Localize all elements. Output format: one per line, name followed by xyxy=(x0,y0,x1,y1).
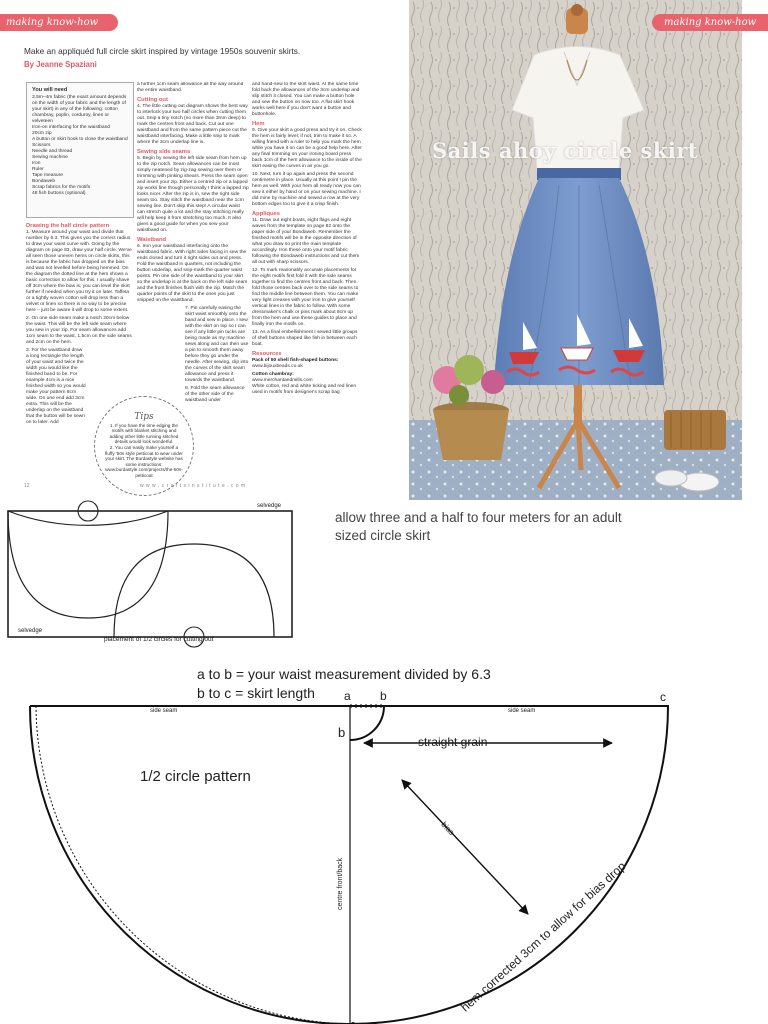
fabric-amount-note: allow three and a half to four meters for an adult sized circle skirt xyxy=(335,510,622,543)
step-2: 2. On one side seam make a notch 20cm below the waist. This will be the left side seam where you sew in your zip. For seam allowances add 1cm seam to the waist, 1.5cm on the side seams and 2cm on the hem. xyxy=(26,316,132,345)
step-5: 5. Begin by sewing the left side seam from hem up to the zip notch. Seam allowances can be most simply neatened by zig-zag sewing over them or trimming with pinking shears. Press the seam open and insert your zip. Either a centred zip or a lapped zip works fine though personally I think a lapped zip looks nicer. After the zip is in, sew the right side seam too. Stay stitch the waistband near the 1cm sewing line. Don't skip this step! A circular waist can stretch quite a lot and the stay stitching really will help keep it from stretching too much. It also gives a good guide for when you sew your waistband on. xyxy=(137,156,249,233)
cutting-layout-diagram xyxy=(0,500,300,650)
resource-1-url[interactable]: www.bijouxbeads.co.uk xyxy=(252,364,303,369)
photo-title: Sails ahoy circle skirt xyxy=(432,138,699,163)
heading-cutting: Cutting out xyxy=(137,97,168,103)
half-circle-label: 1/2 circle pattern xyxy=(140,768,251,785)
step-9: 9. Give your skirt a good press and try it on. Check the hem is fairly level; if not, trim to make it so. A willing friend with a ruler to help you mark the hem while you have it on can be a good help here. After any final trimming on your ironing board press back 1cm of the hem allowance to the inside of the skirt easing the curves in as you go. xyxy=(252,128,362,169)
step-4: 4. The little cutting out diagram shows the best way to interlock your two half circles when cutting them out. Snip a tiny notch (no more than 3mm deep) to mark the centres front and back. Cut out one waistband and from the same pattern piece cut the waistband interfacing. Make a little snip to mark where the 3cm underlap line is. xyxy=(137,104,248,145)
point-c-label: c xyxy=(660,690,666,704)
need-item: Needle and thread xyxy=(32,149,73,154)
cutting-caption: placement of 1/2 circles for cutting out xyxy=(104,636,214,643)
skirt-photo xyxy=(409,0,742,500)
need-item: Sewing machine xyxy=(32,155,68,160)
step-8: 8. Fold the seam allowance of the other side of the waistband under xyxy=(185,386,245,403)
step-10: 10. Next, turn it up again and press the second centimetre in place. Usually at this point I pin the hem as well. With your hem all ready now you can sew it either by hand or on your sewing machine. I did mine by machine and sewed a row at the very bottom edges too to give it a crisp finish. xyxy=(252,172,361,207)
centre-front-back-label: centre front/back xyxy=(337,857,344,910)
need-item: Scissors xyxy=(32,143,51,148)
pattern-formula-2: b to c = skirt length xyxy=(197,685,315,701)
heading-resources: Resources xyxy=(252,351,282,357)
step-11: 11. Draw out eight boats, eight flags and eight waves from the template on page 82 onto the paper side of your Bondaweb. Remember the finished motifs will be in the opposite direction of what you draw so print the main template accordingly. Iron these onto your motif fabric following the Bondaweb instructions and cut them all out with sharp scissors. xyxy=(252,218,360,265)
byline: By Jeanne Spaziani xyxy=(24,60,97,69)
need-item: Iron xyxy=(32,161,41,166)
bias-label: bias xyxy=(439,820,457,837)
need-item: Bondaweb xyxy=(32,179,56,184)
you-will-need-box xyxy=(26,82,134,218)
heading-drawing: Drawing the half circle pattern xyxy=(26,223,110,229)
step-1: 1. Measure around your waist and divide that number by 6.3. This gives you the correct radius to draw your waist curve with. Going by the diagram on page 83, draw your half circle. We've all seen those uneven hems on circle skirts, this is because the fabric has dropped on the bias and was not levelled before being hemmed. On the diagram the dotted line at the hem shows a basic correction to allow for this. I usually shave off 3cm where the bias is, you can level the skirt further if needed when you try it on later. Taffeta or a tightly woven cotton will drop less than a velvet or linen so there is no way to be precise here – just be aware it will drop to some extent. xyxy=(26,230,132,313)
step-8-cont: and hand-sew to the skirt waist. At the same time fold back the allowances of the 3cm underlap and slip stitch it closed. You can make a button hole and sew the button on now too. A flat skirt hook works well here if you don't want a button and buttonhole. xyxy=(252,82,360,117)
column-3 xyxy=(252,82,362,480)
need-title: You will need xyxy=(32,87,68,93)
section-tag-right: making know-how xyxy=(652,14,768,31)
resource-3: White cotton, red and white ticking and red linen used in motifs from designer's scrap bag xyxy=(252,384,357,395)
point-a-label: a xyxy=(344,689,351,703)
step-7: 7. Pin carefully easing the skirt waist smoothly onto the band and sew in place. I sew with the skirt on top so I can see if any little pin tucks are being made as my machine sews along and can then use a pin to smooth them away before they go under the needle. After sewing, clip into the curves of the skirt seam allowance and press it towards the waistband. xyxy=(185,306,249,383)
step-3: 3. For the waistband draw a long rectangle the length of your waist and twice the width you would like the finished band to be. For example 4cm is a nice finished width so you would make your pattern 8cm wide. On one end add 3cm extra. This will be the underlap on the waistband that the button will be sewn on to later. Add xyxy=(26,348,86,425)
heading-hem: Hem xyxy=(252,121,265,127)
side-seam-right-label: side seam xyxy=(508,708,536,714)
page-number: 12 xyxy=(24,483,30,489)
pattern-formula-1: a to b = your waist measurement divided by 6.3 xyxy=(197,666,491,682)
need-item: 48 fish buttons (optional) xyxy=(32,191,86,196)
half-circle-pattern-diagram xyxy=(0,690,768,1024)
selvedge-bottom-label: selvedge xyxy=(18,628,43,634)
heading-appliques: Appliques xyxy=(252,211,281,217)
side-seam-left-label: side seam xyxy=(150,708,178,714)
point-b-label: b xyxy=(338,725,346,740)
hem-correction-label: hem corrected 3cm to allow for bias drop xyxy=(458,858,629,1015)
heading-side-seams: Sewing side seams xyxy=(137,149,191,155)
need-item: 20cm zip xyxy=(32,131,52,136)
need-item: Scrap fabrics for the motifs xyxy=(32,185,91,190)
resource-2-url[interactable]: www.merchantandmills.com xyxy=(252,378,313,383)
mannequin-illustration xyxy=(409,0,742,500)
tip-2: 2. You can easily make yourself a fluffy '50s style petticoat to wear under your skirt. The Burdastyle website has some instructions: www.burdastyle.com/projects/the-50s-petticoat xyxy=(105,444,183,478)
step-12: 12. To mark reasonably accurate placements for the eight motifs first fold it with the side seams together to find the centres front and back. Then fold those centres back over to the side seams to find the middle line between them. You can make very light creases with your iron to give yourself vertical lines in the fabric to follow. With some dressmaker's chalk or pins mark about 8cm up from the hem and use these guides to place and finally iron the motifs on. xyxy=(252,268,359,327)
need-item: A button or skirt hook to close the waistband xyxy=(32,137,128,142)
tips-circle xyxy=(94,396,194,496)
step-13: 13. As a final embellishment I sewed little groups of shell buttons shaped like fish in between each boat. xyxy=(252,330,358,347)
intro-text: Make an appliquéd full circle skirt inspired by vintage 1950s souvenir skirts. xyxy=(24,46,301,56)
section-tag: making know-how xyxy=(0,14,118,31)
straight-grain-label: straight grain xyxy=(418,735,488,749)
need-item: 3.5m–4m fabric (the exact amount depends on the width of your fabric and the length of your skirt) in any of the following: cotton chambray, poplin, corduroy, linen or velveteen xyxy=(32,95,127,124)
step-3-cont: a further 1cm seam allowance all the way around the entire waistband. xyxy=(137,82,244,93)
footer-url: w w w . c r a f t s i n s t i t u t e . c o m xyxy=(140,483,246,489)
tip-1: 1. If you have the time edging the motifs with blanket stitching and adding other little running stitched details would look wonderful. xyxy=(109,422,179,445)
resource-1: Pack of 50 shell fish-shaped buttons: xyxy=(252,358,339,363)
need-item: Iron-on interfacing for the waistband xyxy=(32,125,111,130)
step-6: 6. Iron your waistband interfacing onto the waistband fabric. With right sides facing in sew the ends closed and turn it right sides out and press. Fold the waistband in quarters, not including the button underlap, and snip-mark the quarter waist points. Pin one side of the waistband to your skirt so the underlap is at the back on the left side seam and the front finishes flush with the zip. Match the quarter points of the skirt to the ones you just snipped on the waistband. xyxy=(137,244,248,303)
point-b-top-label: b xyxy=(380,689,387,703)
need-item: Tape measure xyxy=(32,173,63,178)
tips-heading: Tips xyxy=(134,412,154,422)
heading-waistband: Waistband xyxy=(137,237,167,243)
selvedge-top-label: selvedge xyxy=(257,503,282,509)
need-item: Ruler xyxy=(32,167,44,172)
resource-2: Cotton chambray: xyxy=(252,372,294,377)
